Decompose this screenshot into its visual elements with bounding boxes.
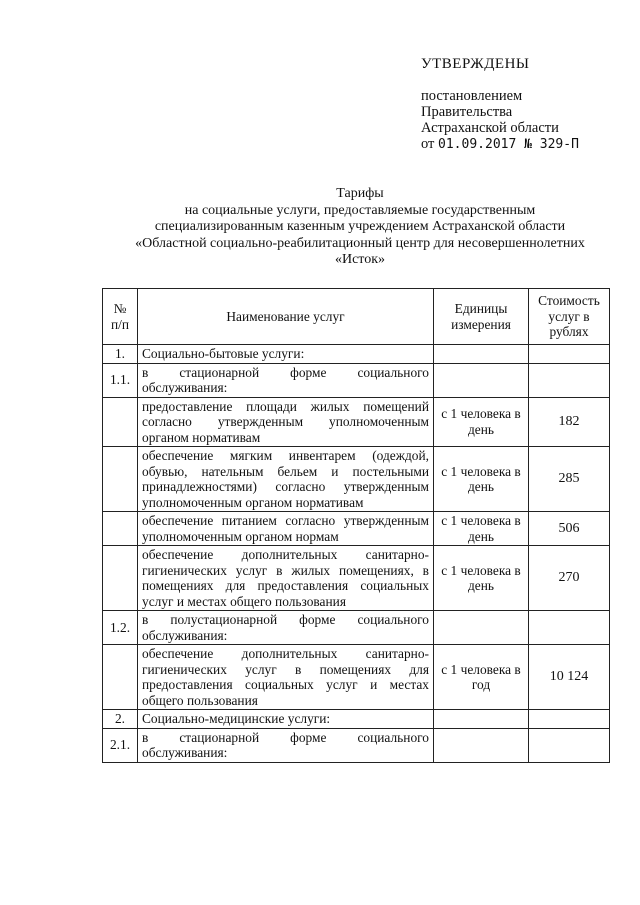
row-unit xyxy=(434,363,529,397)
table-row xyxy=(103,728,610,762)
row-unit xyxy=(434,611,529,645)
row-number xyxy=(103,447,138,512)
row-service-name: обеспечение питанием согласно утвержденным уполномоченным органом нормам xyxy=(138,512,434,546)
table-row xyxy=(103,645,610,710)
row-number xyxy=(103,546,138,611)
row-unit xyxy=(434,345,529,364)
approval-line-resolution: постановлением xyxy=(421,88,523,104)
row-cost: 270 xyxy=(529,546,610,611)
row-number xyxy=(103,645,138,710)
row-number: 2. xyxy=(103,710,138,729)
row-service-name: обеспечение мягким инвентарем (одеждой, обувью, нательным бельем и постельными принадлежностями) согласно утвержденным уполномоченным органом нормативам xyxy=(138,447,434,512)
document-title-line: «Областной социально-реабилитационный центр для несовершеннолетних xyxy=(135,235,585,251)
document-title-line: на социальные услуги, предоставляемые государственным xyxy=(184,202,536,218)
row-service-name: обеспечение дополнительных санитарно-гигиенических услуг в жилых помещениях, в помещениях для предоставления социальных услуг и местах общего пользования xyxy=(138,546,434,611)
row-number: 1. xyxy=(103,345,138,364)
table-row xyxy=(103,611,610,645)
approval-line-date xyxy=(421,136,579,153)
approval-date-prefix: от xyxy=(421,136,435,152)
row-service-name: обеспечение дополнительных санитарно-гигиенических услуг в помещениях для предоставления социальных услуг и местах общего пользования xyxy=(138,645,434,710)
row-cost: 10 124 xyxy=(529,645,610,710)
header-unit: Единицы измерения xyxy=(434,289,529,345)
row-number: 2.1. xyxy=(103,728,138,762)
table-row xyxy=(103,546,610,611)
row-number xyxy=(103,512,138,546)
row-unit xyxy=(434,710,529,729)
approval-title: УТВЕРЖДЕНЫ xyxy=(421,56,530,72)
row-unit: с 1 человека в день xyxy=(434,397,529,447)
approval-date-stamp: 01.09.2017 № 329-П xyxy=(438,137,579,152)
row-cost xyxy=(529,710,610,729)
table-row xyxy=(103,447,610,512)
row-service-name: в стационарной форме социального обслуживания: xyxy=(138,363,434,397)
approval-line-region: Астраханской области xyxy=(421,120,559,136)
document-title-line: Тарифы xyxy=(336,186,384,201)
row-number: 1.2. xyxy=(103,611,138,645)
header-service-name: Наименование услуг xyxy=(138,289,434,345)
row-service-name: в стационарной форме социального обслуживания: xyxy=(138,728,434,762)
table-row xyxy=(103,363,610,397)
document-title-line: «Исток» xyxy=(334,252,386,267)
row-cost xyxy=(529,728,610,762)
row-unit: с 1 человека в день xyxy=(434,447,529,512)
document-title-line: специализированным казенным учреждением Астраханской области xyxy=(154,219,566,234)
table-header-row xyxy=(103,289,610,345)
row-number xyxy=(103,397,138,447)
header-cost: Стоимость услуг в рублях xyxy=(529,289,610,345)
header-number: № п/п xyxy=(103,289,138,345)
row-unit: с 1 человека в день xyxy=(434,512,529,546)
row-unit: с 1 человека в год xyxy=(434,645,529,710)
row-cost: 182 xyxy=(529,397,610,447)
approval-line-government: Правительства xyxy=(421,104,513,120)
row-number: 1.1. xyxy=(103,363,138,397)
row-cost xyxy=(529,345,610,364)
table-row xyxy=(103,512,610,546)
row-service-name: предоставление площади жилых помещений согласно утвержденным уполномоченным органом нормативам xyxy=(138,397,434,447)
row-cost xyxy=(529,611,610,645)
table-row xyxy=(103,345,610,364)
row-service-name: Социально-бытовые услуги: xyxy=(138,345,434,364)
document-title xyxy=(100,186,620,269)
row-cost: 285 xyxy=(529,447,610,512)
row-cost xyxy=(529,363,610,397)
table-row xyxy=(103,710,610,729)
row-unit xyxy=(434,728,529,762)
table-row xyxy=(103,397,610,447)
row-unit: с 1 человека в день xyxy=(434,546,529,611)
approval-block xyxy=(421,56,579,153)
row-cost: 506 xyxy=(529,512,610,546)
tariffs-table xyxy=(102,288,610,763)
row-service-name: Социально-медицинские услуги: xyxy=(138,710,434,729)
row-service-name: в полустационарной форме социального обслуживания: xyxy=(138,611,434,645)
